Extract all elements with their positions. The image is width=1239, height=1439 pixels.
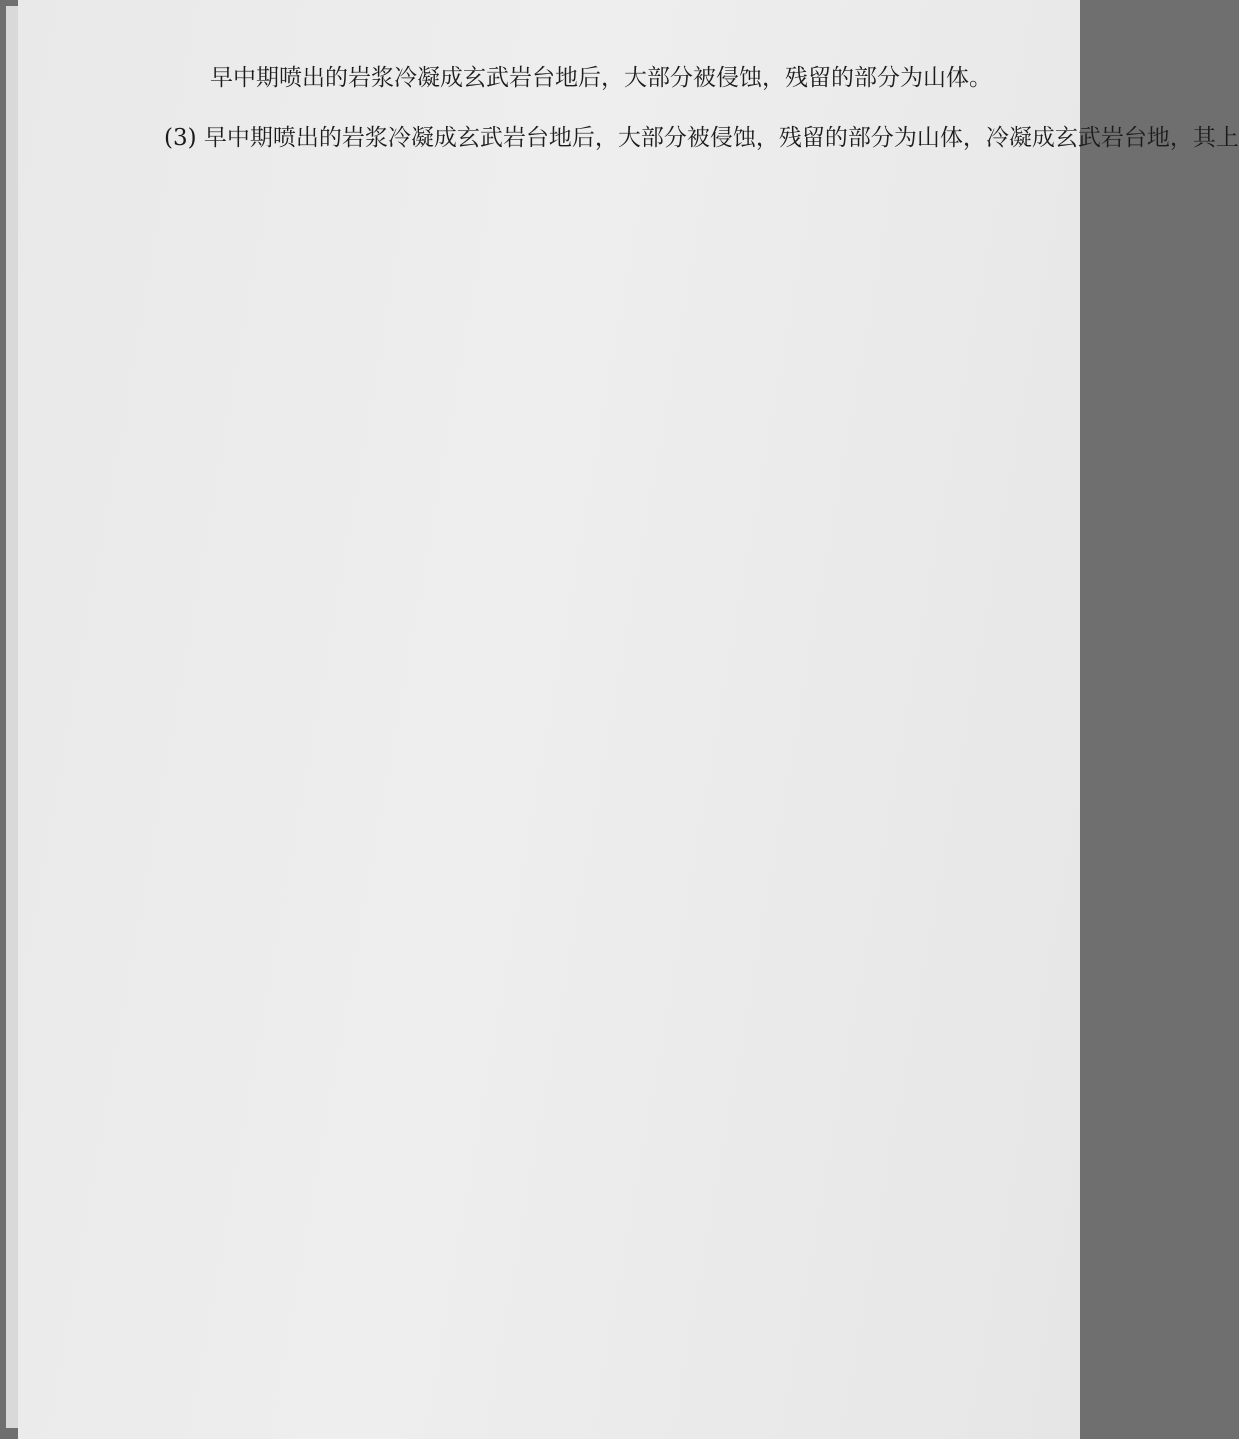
text-line-3: (3) 早中期喷出的岩浆冷凝成玄武岩台地后，大部分被侵蚀，残留的部分为山体，冷凝成玄武岩台地，其上 (164, 125, 1239, 151)
text-line: 早中期喷出的岩浆冷凝成玄武岩台地后，大部分被侵蚀，残留的部分为山体。 (210, 65, 992, 91)
document-page (18, 0, 1239, 1439)
